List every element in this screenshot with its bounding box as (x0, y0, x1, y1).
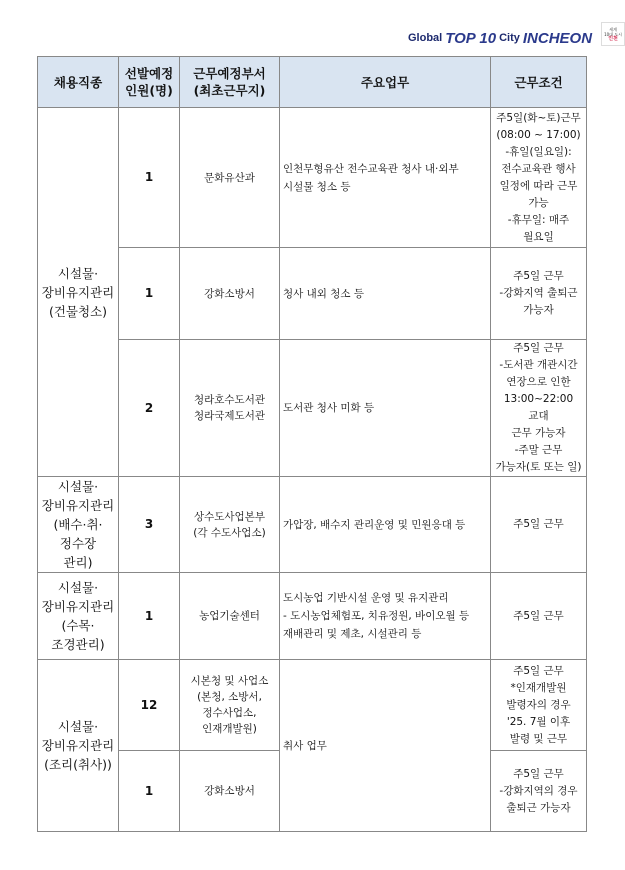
task-cell: 도서관 청사 미화 등 (280, 340, 491, 477)
table-row (38, 660, 587, 751)
dept-cell: 강화소방서 (180, 751, 280, 832)
task-cell: 가압장, 배수지 관리운영 및 민원응대 등 (280, 477, 491, 573)
cond-cell: 주5일 근무 (491, 573, 587, 660)
task-cell: 도시농업 기반시설 운영 및 유지관리 - 도시농업체험포, 치유정원, 바이오월 등 재배관리 및 제초, 시설관리 등 (280, 573, 491, 660)
cond-cell: 주5일 근무 (491, 477, 587, 573)
header-dept: 근무예정부서 (최초근무지) (180, 57, 280, 108)
task-cell: 인천무형유산 전수교육관 청사 내·외부 시설물 청소 등 (280, 108, 491, 248)
header-row (38, 57, 587, 108)
count-cell: 1 (119, 751, 180, 832)
cond-cell: 주5일(화~토)근무 (08:00 ~ 17:00) -휴일(일요일): 전수교육관 행사 일정에 따라 근무 가능 -휴무일: 매주 월요일 (491, 108, 587, 248)
table-row (38, 573, 587, 660)
logo-global: Global (408, 32, 443, 44)
job-cell: 시설물· 장비유지관리 (수목·조경관리) (38, 573, 119, 660)
table-row (38, 248, 587, 340)
cond-cell: 주5일 근무 -강화지역의 경우 출퇴근 가능자 (491, 751, 587, 832)
job-cell: 시설물· 장비유지관리 (조리(취사)) (38, 660, 119, 832)
dept-cell: 시본청 및 사업소 (본청, 소방서, 정수사업소, 인재개발원) (180, 660, 280, 751)
table-row (38, 340, 587, 477)
dept-cell: 상수도사업본부 (각 수도사업소) (180, 477, 280, 573)
count-cell: 12 (119, 660, 180, 751)
task-cell: 청사 내외 청소 등 (280, 248, 491, 340)
count-cell: 1 (119, 573, 180, 660)
count-cell: 1 (119, 248, 180, 340)
cond-cell: 주5일 근무 *인재개발원 발령자의 경우 '25. 7월 이후 발령 및 근무 (491, 660, 587, 751)
logo-top10: TOP 10 (445, 30, 497, 47)
table-row (38, 108, 587, 248)
logo-incheon: INCHEON (522, 30, 593, 47)
job-cell: 시설물· 장비유지관리 (배수·취·정수장 관리) (38, 477, 119, 573)
logo-city: City (499, 32, 520, 44)
job-cell: 시설물· 장비유지관리 (건물청소) (38, 108, 119, 477)
logo (408, 22, 625, 46)
count-cell: 2 (119, 340, 180, 477)
header-job: 채용직종 (38, 57, 119, 108)
dept-cell: 청라호수도서관 청라국제도서관 (180, 340, 280, 477)
dept-cell: 문화유산과 (180, 108, 280, 248)
cond-cell: 주5일 근무 -도서관 개관시간 연장으로 인한 13:00~22:00 교대 근무 가능자 -주말 근무 가능자(토 또는 일) (491, 340, 587, 477)
header-cond: 근무조건 (491, 57, 587, 108)
dept-cell: 강화소방서 (180, 248, 280, 340)
table-row (38, 477, 587, 573)
count-cell: 1 (119, 108, 180, 248)
header-task: 주요업무 (280, 57, 491, 108)
header-count: 선발예정 인원(명) (119, 57, 180, 108)
count-cell: 3 (119, 477, 180, 573)
logo-badge: 세계 10대 도시 인천 (601, 22, 625, 46)
cond-cell: 주5일 근무 -강화지역 출퇴근 가능자 (491, 248, 587, 340)
recruitment-table (37, 56, 587, 832)
dept-cell: 농업기술센터 (180, 573, 280, 660)
task-cell: 취사 업무 (280, 660, 491, 832)
